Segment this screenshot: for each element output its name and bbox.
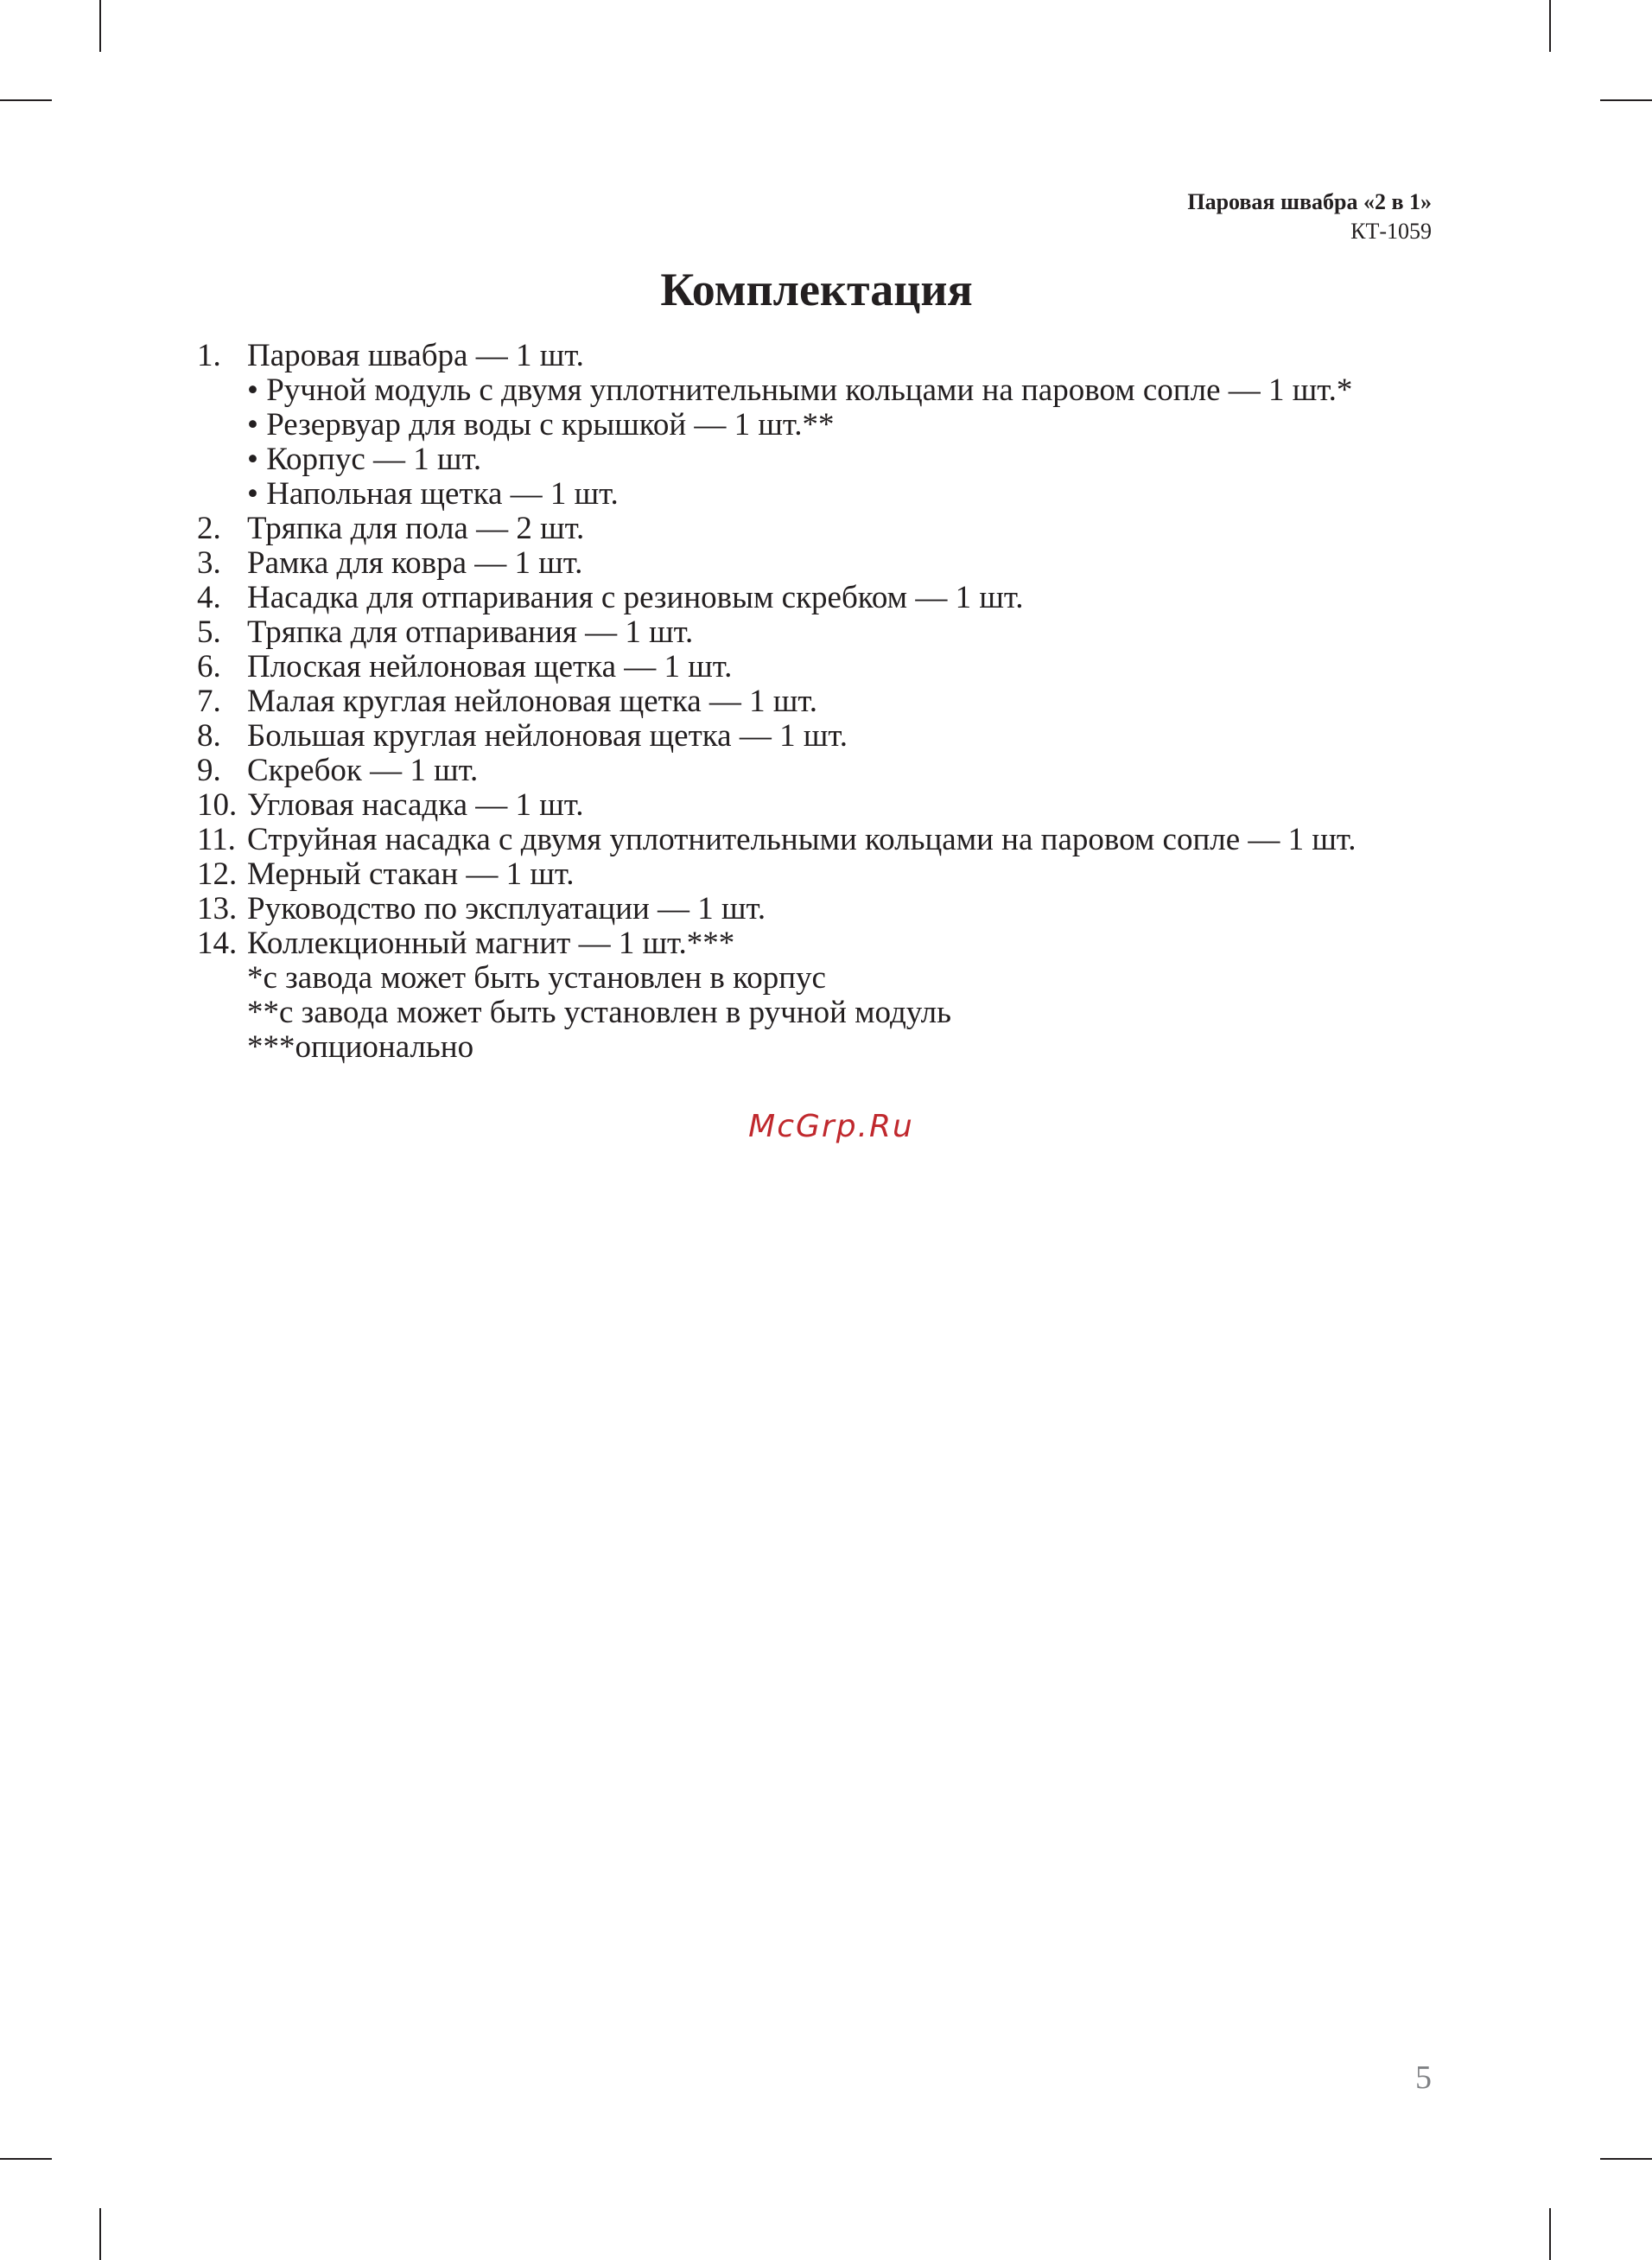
list-item-text: Угловая насадка — 1 шт. [247,787,584,823]
crop-mark-top-right-vertical [1549,0,1551,52]
list-item-number: 11. [197,822,236,857]
list-item-text: ***опционально [247,1029,474,1065]
list-item-text: Паровая швабра — 1 шт. [247,338,584,373]
list-item-text: Струйная насадка с двумя уплотнительными кольцами на паровом сопле — 1 шт. [247,822,1357,857]
list-item-text: **с завода может быть установлен в ручной модуль [247,995,952,1030]
list-item-number: 8. [197,718,221,754]
list-item-text: Большая круглая нейлоновая щетка — 1 шт. [247,718,848,754]
list-item-text: Рамка для ковра — 1 шт. [247,545,583,581]
list-item-number: 1. [197,338,221,373]
list-item-number: 12. [197,856,238,892]
list-item-text: Тряпка для отпаривания — 1 шт. [247,614,694,650]
list-item-text: Коллекционный магнит — 1 шт.*** [247,926,735,961]
list-item-text: Тряпка для пола — 2 шт. [247,511,585,546]
list-item-number: 5. [197,614,221,650]
list-item-number: 10. [197,787,238,823]
list-item-text: Плоская нейлоновая щетка — 1 шт. [247,649,733,684]
running-header [1187,187,1432,245]
crop-mark-bottom-right-horizontal [1600,2158,1652,2160]
crop-mark-bottom-left-horizontal [0,2158,52,2160]
list-item-text: • Корпус — 1 шт. [247,442,482,477]
crop-mark-top-left-horizontal [0,99,52,101]
list-item-text: Руководство по эксплуатации — 1 шт. [247,891,766,926]
list-item-text: • Ручной модуль с двумя уплотнительными кольцами на паровом сопле — 1 шт.* [247,372,1353,408]
model-number: КТ-1059 [1350,219,1432,244]
crop-mark-top-left-vertical [99,0,101,52]
page-title: Комплектация [660,264,973,315]
list-item-number: 14. [197,926,238,961]
crop-mark-bottom-left-vertical [99,2208,101,2260]
list-item-text: *с завода может быть установлен в корпус [247,960,826,996]
list-item-text: Мерный стакан — 1 шт. [247,856,575,892]
list-item-number: 6. [197,649,221,684]
list-item-number: 4. [197,580,221,615]
watermark-link[interactable]: McGrp.Ru [748,1109,914,1144]
list-item-number: 2. [197,511,221,546]
product-name: Паровая швабра «2 в 1» [1187,189,1432,214]
list-item-text: • Напольная щетка — 1 шт. [247,476,619,512]
list-item-text: Скребок — 1 шт. [247,753,479,788]
list-item-number: 9. [197,753,221,788]
list-item-text: Насадка для отпаривания с резиновым скребком — 1 шт. [247,580,1024,615]
list-item-number: 13. [197,891,238,926]
list-item-number: 3. [197,545,221,581]
crop-mark-top-right-horizontal [1600,99,1652,101]
crop-mark-bottom-right-vertical [1549,2208,1551,2260]
list-item-number: 7. [197,684,221,719]
list-item-text: Малая круглая нейлоновая щетка — 1 шт. [247,684,818,719]
page-number: 5 [1415,2059,1432,2096]
list-item-text: • Резервуар для воды с крышкой — 1 шт.** [247,407,835,442]
